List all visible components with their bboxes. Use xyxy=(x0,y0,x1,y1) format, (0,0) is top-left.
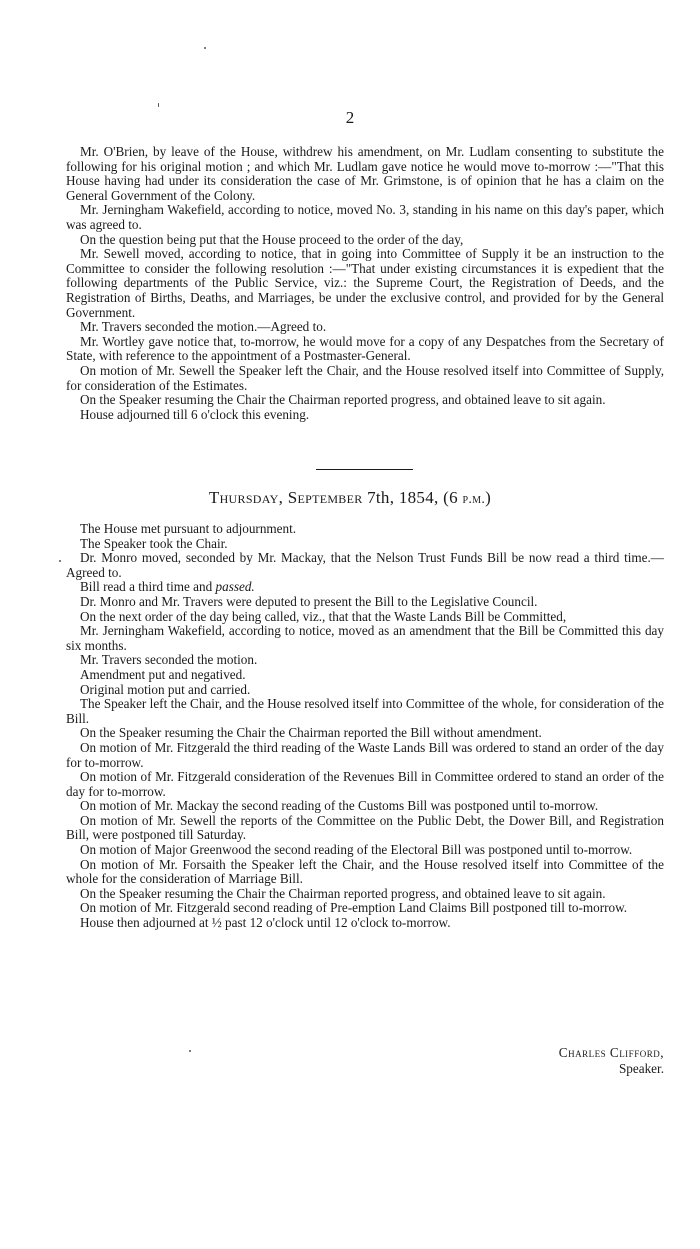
paragraph: On motion of Mr. Fitzgerald second reading of Pre-emption Land Claims Bill postponed till to-morrow. xyxy=(80,900,628,916)
paragraph: On the Speaker resuming the Chair the Chairman reported progress, and obtained leave to sit again. xyxy=(80,392,606,408)
section-morning-proceedings xyxy=(66,145,664,422)
heading-month: September xyxy=(287,488,363,507)
paper-speck xyxy=(59,560,61,562)
paragraph: Mr. Travers seconded the motion.—Agreed to. xyxy=(80,319,327,335)
section-divider xyxy=(316,469,413,470)
heading-time: p.m. xyxy=(462,492,486,507)
paragraph: On motion of Mr. Fitzgerald the third reading of the Waste Lands Bill was ordered to stand an order of the day for to-morrow. xyxy=(66,739,664,770)
paragraph: On motion of Mr. Fitzgerald consideration of the Revenues Bill in Committee ordered to stand an order of the day for to-morrow. xyxy=(66,769,664,799)
signatory-title: Speaker. xyxy=(618,1061,664,1076)
heading-day: Thursday xyxy=(208,488,279,507)
paragraph: On motion of Mr. Sewell the Speaker left the Chair, and the House resolved itself into Committee of Supply, for consideration of the Estimates. xyxy=(66,362,664,393)
paragraph: The Speaker took the Chair. xyxy=(80,535,228,551)
paragraph-adjournment xyxy=(66,916,664,931)
paper-speck xyxy=(158,103,159,107)
paragraph: On the question being put that the House proceed to the order of the day, xyxy=(80,231,464,247)
paragraph: On motion of Major Greenwood the second reading of the Electoral Bill was postponed until to-morrow. xyxy=(80,842,633,858)
section-evening-proceedings xyxy=(66,522,664,931)
paragraph: The House met pursuant to adjournment. xyxy=(80,521,297,536)
paragraph: On motion of Mr. Mackay the second reading of the Customs Bill was postponed until to-morrow. xyxy=(80,798,599,814)
paragraph: Mr. Travers seconded the motion. xyxy=(80,652,258,668)
paper-speck xyxy=(204,47,206,49)
text: House then adjourned at xyxy=(80,915,209,931)
paragraph: Amendment put and negatived. xyxy=(80,666,246,682)
paragraph: Original motion put and carried. xyxy=(80,681,251,697)
paragraph: The Speaker left the Chair, and the House resolved itself into Committee of the whole, for consideration of the Bill. xyxy=(66,696,664,726)
fraction: ½ xyxy=(211,915,222,931)
page-number: 2 xyxy=(345,108,355,127)
paragraph: Mr. Sewell moved, according to notice, that in going into Committee of Supply it be an instruction to the Committee to consider the following resolution :—"That under existing circumstances it is expedient that the following departments of the Public Service, viz.: the Supreme Court, the Registration of Deeds, and the Registration of Births, Deaths, and Marriages, be under the exclusive control, and provided for by the General Government. xyxy=(66,246,664,320)
paragraph-bill-passed xyxy=(66,580,664,595)
emphasis: passed. xyxy=(215,579,255,595)
paragraph: On motion of Mr. Forsaith the Speaker left the Chair, and the House resolved itself into Committee of the whole for the consideration of Marriage Bill. xyxy=(66,856,664,887)
paragraph: On the Speaker resuming the Chair the Chairman reported the Bill without amendment. xyxy=(80,725,542,741)
signature-block xyxy=(559,1045,664,1077)
text: Bill read a third time and xyxy=(80,579,213,595)
paragraph: On the next order of the day being called, viz., that that the Waste Lands Bill be Committed, xyxy=(80,608,567,624)
paragraph: Dr. Monro and Mr. Travers were deputed to present the Bill to the Legislative Council. xyxy=(80,593,538,609)
paragraph: Dr. Monro moved, seconded by Mr. Mackay, that the Nelson Trust Funds Bill be now read a third time.—Agreed to. xyxy=(66,550,664,580)
sitting-heading: Thursday, September 7th, 1854, (6 p.m.) xyxy=(208,488,492,507)
paragraph: Mr. O'Brien, by leave of the House, withdrew his amendment, on Mr. Ludlam consenting to substitute the following for his original motion ; and which Mr. Ludlam gave notice he would move to-morrow :—"That this House having had under its consideration the case of Mr. Grimstone, is of opinion that he has a claim on the General Government of the Colony. xyxy=(66,144,664,203)
paragraph: House adjourned till 6 o'clock this evening. xyxy=(80,406,310,422)
paragraph: Mr. Wortley gave notice that, to-morrow, he would move for a copy of any Despatches from the Secretary of State, with reference to the appointment of a Postmaster-General. xyxy=(66,333,664,364)
paper-speck xyxy=(189,1050,191,1052)
signatory-name: Charles Clifford, xyxy=(558,1045,664,1060)
paragraph: Mr. Jerningham Wakefield, according to notice, moved No. 3, standing in his name on this day's paper, which was agreed to. xyxy=(66,202,664,232)
text: past 12 o'clock until 12 o'clock to-morrow. xyxy=(225,915,451,931)
paragraph: On motion of Mr. Sewell the reports of the Committee on the Public Debt, the Dower Bill, and Registration Bill, were postponed till Saturday. xyxy=(66,812,664,843)
heading-close: ) xyxy=(485,488,492,507)
heading-date: 7th, 1854, (6 xyxy=(367,488,458,507)
paragraph: On the Speaker resuming the Chair the Chairman reported progress, and obtained leave to sit again. xyxy=(80,885,606,901)
paragraph: Mr. Jerningham Wakefield, according to notice, moved as an amendment that the Bill be Committed this day six months. xyxy=(66,623,664,653)
